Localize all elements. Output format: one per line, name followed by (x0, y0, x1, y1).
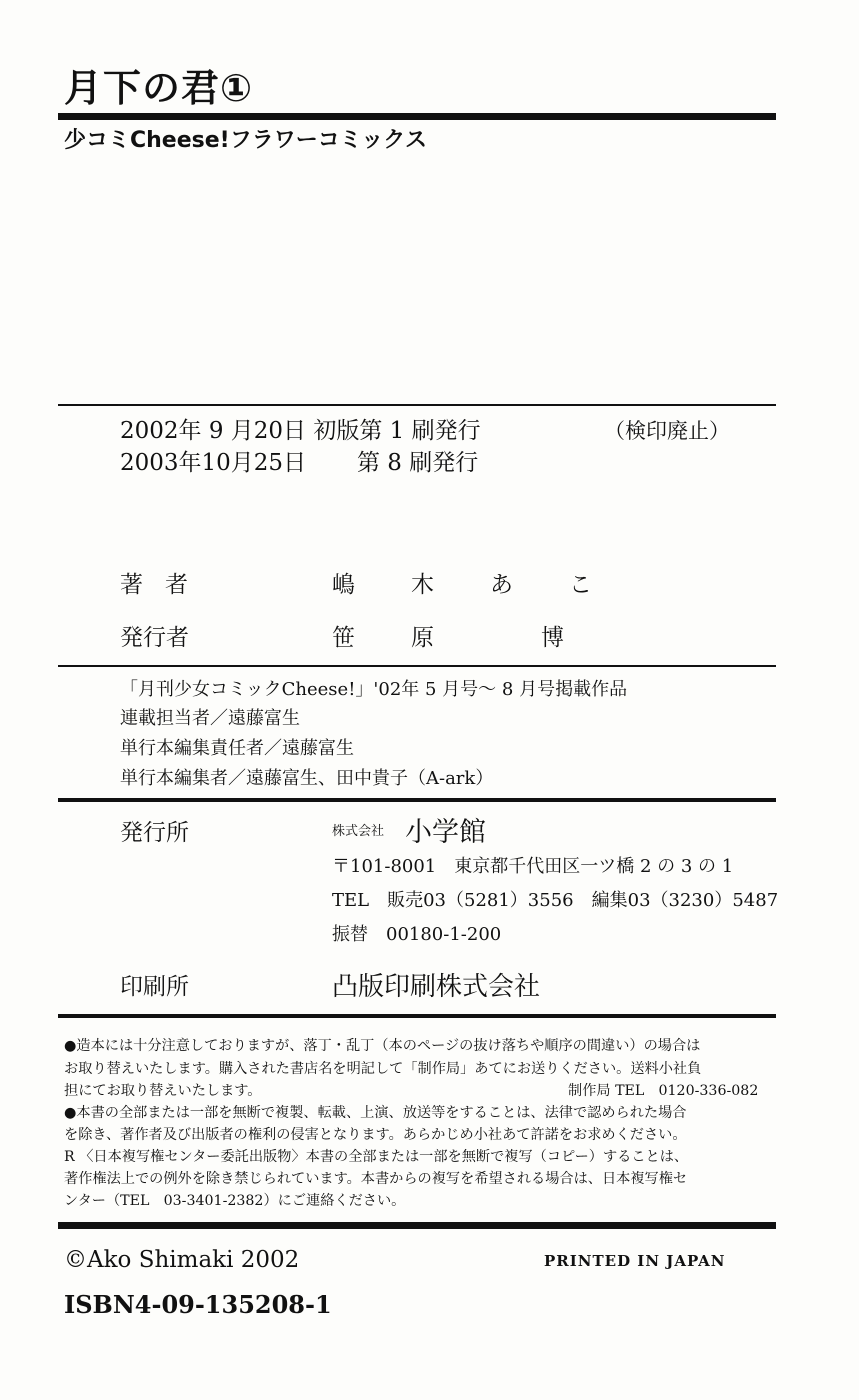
seal-note: （検印廃止） (604, 419, 730, 443)
publisher-address: 〒101-8001 東京都千代田区一ツ橋 2 の 3 の 1 (332, 856, 734, 877)
author-label: 著者 (120, 572, 210, 598)
copyright: ©Ako Shimaki 2002 (64, 1247, 300, 1273)
publisher-kabushiki: 株式会社 (332, 824, 385, 839)
publisher-person-given-name: 博 (541, 625, 564, 651)
notice-line-2: お取り替えいたします。購入された書店名を明記して「制作局」あてにお送りください。送料小社負 (64, 1061, 702, 1077)
publisher-transfer: 振替 00180-1-200 (332, 924, 502, 945)
serial-editor: 連載担当者／遠藤富生 (120, 708, 300, 729)
serialization-rule (58, 798, 776, 802)
first-edition-date: 2002年 9 月20日 初版第 1 刷発行 (120, 418, 481, 444)
printer-label: 印刷所 (120, 974, 189, 1000)
printer-rule (58, 1014, 776, 1018)
credits-rule (58, 665, 776, 667)
printer-name: 凸版印刷株式会社 (332, 972, 541, 1002)
publisher-name: 小学館 (405, 817, 486, 848)
publisher-tel: TEL 販売03（5281）3556 編集03（3230）5487 (332, 890, 779, 911)
printed-in: PRINTED IN JAPAN (544, 1252, 726, 1270)
title-rule (58, 113, 776, 120)
book-title: 月下の君① (64, 66, 254, 110)
publisher-label: 発行所 (120, 820, 189, 846)
latest-edition-date: 2003年10月25日 (120, 450, 307, 476)
notices-rule (58, 1222, 776, 1229)
production-contact: 制作局 TEL 0120-336-082 (568, 1083, 759, 1099)
notice-line-8: ンター（TEL 03-3401-2382）にご連絡ください。 (64, 1193, 406, 1209)
notice-line-3: 担にてお取り替えいたします。 (64, 1083, 262, 1099)
notice-line-5: を除き、著作者及び出版者の権利の侵害となります。あらかじめ小社あて許諾をお求めください。 (64, 1127, 687, 1143)
latest-edition-print: 第 8 刷発行 (357, 450, 479, 476)
notice-line-7: 著作権法上での例外を除き禁じられています。本書からの複写を希望される場合は、日本複写権セ (64, 1171, 688, 1187)
notice-line-6: R 〈日本複写権センター委託出版物〉本書の全部または一部を無断で複写（コピー）することは、 (64, 1149, 689, 1165)
publisher-person-name: 笹原 (332, 625, 490, 651)
series-name: 少コミCheese!フラワーコミックス (64, 128, 428, 153)
isbn: ISBN4-09-135208-1 (64, 1290, 332, 1319)
volume-editors: 単行本編集者／遠藤富生、田中貴子（A-ark） (120, 768, 494, 789)
notice-line-4: ●本書の全部または一部を無断で複製、転載、上演、放送等をすることは、法律で認められた場合 (64, 1105, 687, 1121)
author-name: 嶋木あこ (332, 572, 648, 598)
publisher-person-label: 発行者 (120, 625, 189, 651)
serialization-source: 「月刊少女コミックCheese!」'02年 5 月号～ 8 月号掲載作品 (120, 679, 628, 700)
notice-line-1: ●造本には十分注意しておりますが、落丁・乱丁（本のページの抜け落ちや順序の間違い）の場合は (64, 1038, 701, 1054)
editions-top-rule (58, 404, 776, 406)
volume-chief-editor: 単行本編集責任者／遠藤富生 (120, 738, 354, 759)
